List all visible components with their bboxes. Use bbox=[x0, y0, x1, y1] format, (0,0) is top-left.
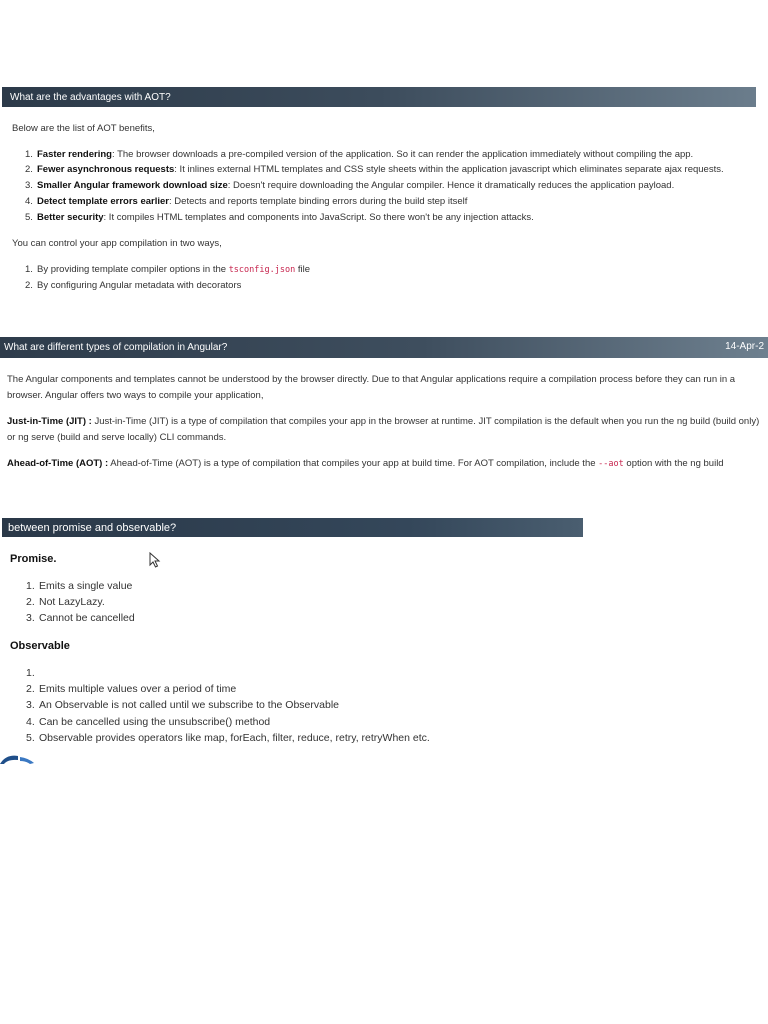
list-item: 1. Faster rendering: The browser downloads a pre-compiled version of the application. So it can render the application immediately without compiling the app. bbox=[25, 149, 694, 160]
code-snippet: tsconfig.json bbox=[228, 265, 296, 275]
list-item: 3. Cannot be cancelled bbox=[26, 612, 135, 624]
paragraph-line: or ng serve (build and serve locally) CLI commands. bbox=[7, 432, 227, 443]
control-text: You can control your app compilation in two ways, bbox=[12, 238, 222, 249]
list-item: 4. Detect template errors earlier: Detects and reports template binding errors during the build step itself bbox=[25, 196, 468, 207]
list-item: 4. Can be cancelled using the unsubscribe() method bbox=[26, 716, 271, 728]
logo-icon bbox=[0, 754, 36, 764]
jit-paragraph: Just-in-Time (JIT) : Just-in-Time (JIT) is a type of compilation that compiles your app in the browser at runtime. JIT compilation is the default when you run the ng build (build only) bbox=[7, 416, 760, 427]
section-header-compilation-types bbox=[0, 337, 768, 358]
mouse-pointer-icon bbox=[149, 552, 161, 568]
list-item: 2. Not LazyLazy. bbox=[26, 596, 105, 608]
observable-heading: Observable bbox=[10, 640, 70, 652]
code-snippet: --aot bbox=[598, 459, 624, 469]
list-item: 5. Observable provides operators like map, forEach, filter, reduce, retry, retryWhen etc. bbox=[26, 732, 430, 744]
aot-paragraph: Ahead-of-Time (AOT) : Ahead-of-Time (AOT) is a type of compilation that compiles your app at build time. For AOT compilation, include the --aot option with the ng build bbox=[7, 458, 724, 469]
section-header-promise-observable bbox=[2, 518, 583, 537]
list-item: 3. An Observable is not called until we subscribe to the Observable bbox=[26, 699, 339, 711]
list-item: 3. Smaller Angular framework download size: Doesn't require downloading the Angular compiler. Hence it dramatically reduces the application payload. bbox=[25, 180, 675, 191]
list-item: 2. Emits multiple values over a period of time bbox=[26, 683, 237, 695]
list-item: 2. Fewer asynchronous requests: It inlines external HTML templates and CSS style sheets within the application javascript which eliminates separate ajax requests. bbox=[25, 164, 724, 175]
section-title: between promise and observable? bbox=[8, 521, 177, 534]
list-item: 1. Emits a single value bbox=[26, 580, 133, 592]
list-item: 5. Better security: It compiles HTML templates and components into JavaScript. So there won't be any injection attacks. bbox=[25, 212, 534, 223]
list-item: 2. By configuring Angular metadata with decorators bbox=[25, 280, 242, 291]
intro-text: Below are the list of AOT benefits, bbox=[12, 123, 155, 134]
promise-heading: Promise. bbox=[10, 553, 57, 565]
paragraph-line: The Angular components and templates cannot be understood by the browser directly. Due to that Angular applications require a compilation process before they can run in a bbox=[7, 374, 736, 385]
section-header-aot-advantages bbox=[2, 87, 756, 107]
list-item: 1. bbox=[26, 667, 35, 679]
section-title: What are the advantages with AOT? bbox=[10, 91, 171, 103]
date-label: 14-Apr-2 bbox=[725, 341, 764, 352]
paragraph-line: browser. Angular offers two ways to compile your application, bbox=[7, 390, 264, 401]
list-item: 1. By providing template compiler options in the tsconfig.json file bbox=[25, 264, 311, 275]
section-title: What are different types of compilation in Angular? bbox=[4, 342, 228, 353]
